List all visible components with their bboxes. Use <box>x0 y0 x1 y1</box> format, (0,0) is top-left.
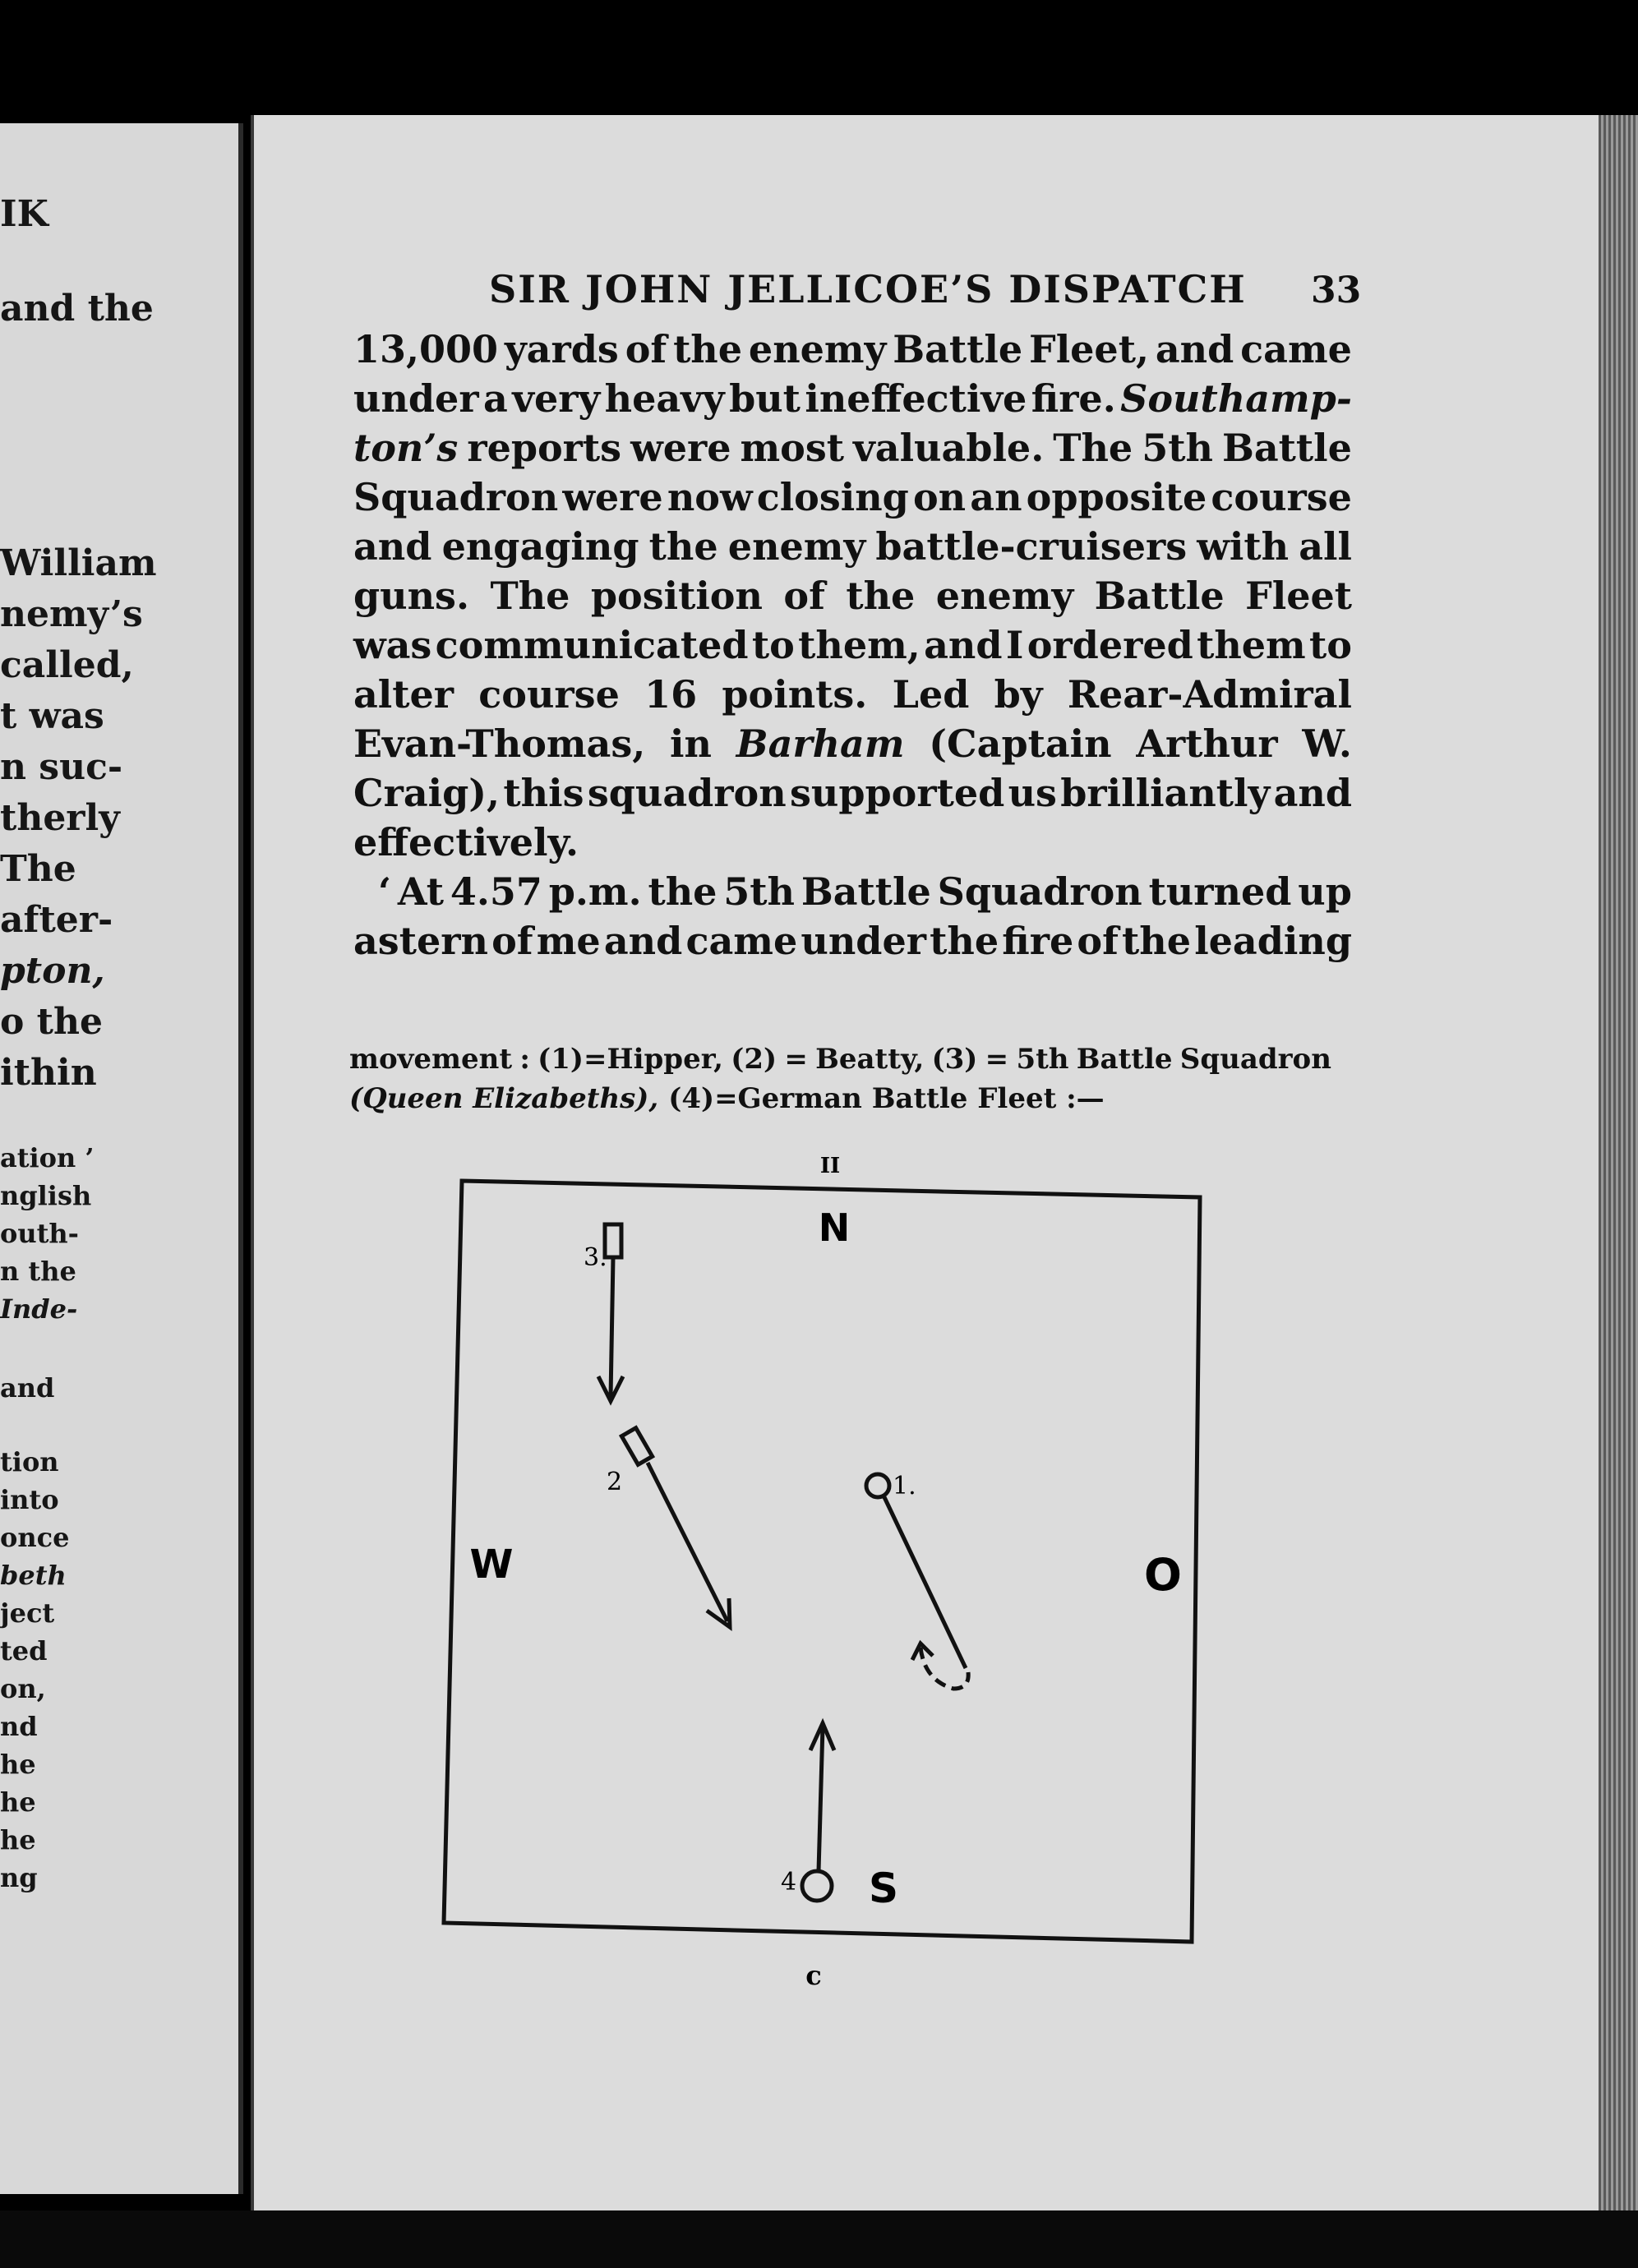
ship-3-label: 3. <box>584 1243 607 1272</box>
text-word: astern <box>353 919 488 963</box>
text-word: and <box>353 524 432 569</box>
page-edge <box>1599 115 1638 2268</box>
text-word: battle-cruisers <box>875 524 1188 569</box>
text-word: to <box>1309 623 1352 667</box>
text-word: 16 <box>644 672 698 717</box>
caption-line <box>349 1040 1331 1079</box>
text-word: of <box>1077 919 1119 963</box>
text-word: turned <box>1148 869 1292 914</box>
caption-word: (1)=Hipper, <box>538 1043 723 1076</box>
text-word: Battle <box>893 327 1023 371</box>
text-word: position <box>590 574 763 618</box>
text-word: Battle <box>1094 574 1225 618</box>
text-line <box>353 571 1352 620</box>
left-page-fragment-line: The <box>0 848 76 890</box>
caption-rest: (4)=German Battle Fleet :— <box>668 1082 1105 1115</box>
left-page-fragment-line: he <box>0 1824 36 1855</box>
caption-italic: (Queen Elizabeths), <box>349 1082 659 1115</box>
text-word: and <box>924 623 1003 667</box>
text-word: p.m. <box>548 869 642 914</box>
ship-3-fifth-squadron <box>584 1224 623 1401</box>
text-line <box>353 522 1352 571</box>
text-line <box>353 325 1352 374</box>
text-word: us <box>1008 771 1057 815</box>
text-word: and <box>1155 327 1234 371</box>
text-word: this <box>503 771 584 815</box>
text-word: fire. <box>1031 376 1116 421</box>
ship-1-label: 1. <box>893 1472 916 1500</box>
text-word: ineffective <box>805 376 1027 421</box>
left-page-fragment-line: William <box>0 542 157 584</box>
text-word: 13,000 <box>353 327 499 371</box>
battle-diagram <box>427 1146 1216 1993</box>
text-word: 5th <box>1142 426 1213 470</box>
text-word: engaging <box>441 524 639 569</box>
text-word: (Captain <box>929 721 1112 766</box>
text-line <box>353 916 1352 966</box>
text-word: effectively. <box>353 820 579 864</box>
text-word: the <box>648 524 718 569</box>
text-word: an <box>970 475 1022 519</box>
left-page-fragment-line: pton, <box>0 950 105 992</box>
text-word: the <box>648 869 717 914</box>
caption-word: movement <box>349 1043 513 1076</box>
left-page-fragment-line: beth <box>0 1560 67 1591</box>
text-word: them, <box>798 623 921 667</box>
left-page-fragment-line: tion <box>0 1446 59 1477</box>
text-line <box>353 719 1352 768</box>
left-page-fragment-line: ithin <box>0 1052 97 1094</box>
caption-word: (3) <box>931 1043 978 1076</box>
left-page-fragment-line: Inde- <box>0 1293 78 1325</box>
text-word: under <box>353 376 479 421</box>
bottom-mark: c <box>805 1960 822 1991</box>
caption-word: : <box>519 1043 530 1076</box>
left-page-fragment-line: called, <box>0 644 134 686</box>
caption-word: (2) <box>731 1043 777 1076</box>
text-word: came <box>1240 327 1352 371</box>
text-word: Craig), <box>353 771 501 815</box>
text-word: by <box>994 672 1043 717</box>
text-word: leading <box>1194 919 1352 963</box>
text-word: course <box>478 672 620 717</box>
caption-line <box>349 1079 1331 1118</box>
left-page-fragment-line: nd <box>0 1711 38 1742</box>
text-word: fire <box>1002 919 1074 963</box>
text-word: Southamp- <box>1120 376 1352 421</box>
text-word: was <box>353 623 432 667</box>
text-word: on <box>913 475 967 519</box>
text-word: closing <box>756 475 909 519</box>
text-word: under <box>801 919 926 963</box>
left-page-fragment-line: IK <box>0 193 48 235</box>
text-word: were <box>562 475 663 519</box>
caption-word: = <box>985 1043 1009 1076</box>
text-word: Squadron <box>937 869 1142 914</box>
caption-word: Squadron <box>1179 1043 1331 1076</box>
text-line <box>353 472 1352 522</box>
text-word: enemy <box>935 574 1074 618</box>
text-word: and <box>603 919 683 963</box>
text-word: of <box>491 919 533 963</box>
left-page-fragment <box>0 123 243 2194</box>
caption-word: Battle <box>1076 1043 1173 1076</box>
text-word: At <box>397 869 444 914</box>
left-page-fragment-line: ted <box>0 1635 48 1666</box>
text-word: 4.57 <box>450 869 542 914</box>
text-word: squadron <box>587 771 787 815</box>
left-page-fragment-line: and <box>0 1372 55 1404</box>
text-word: most <box>740 426 844 470</box>
text-word: yards <box>504 327 619 371</box>
caption-word: Beatty, <box>815 1043 925 1076</box>
ship-4-label: 4 <box>781 1868 797 1897</box>
text-word: Rear-Admiral <box>1067 672 1352 717</box>
text-word: alter <box>353 672 454 717</box>
left-page-fragment-line: into <box>0 1484 59 1515</box>
compass-west: W <box>469 1542 514 1588</box>
left-page-fragment-line: therly <box>0 797 120 839</box>
left-page-fragment-line: ng <box>0 1862 38 1893</box>
left-page-fragment-line: after- <box>0 899 113 941</box>
text-word: in <box>670 721 712 766</box>
text-word: Squadron <box>353 475 559 519</box>
text-word: me <box>536 919 601 963</box>
left-page-fragment-line: on, <box>0 1673 46 1704</box>
text-word: brilliantly <box>1060 771 1271 815</box>
text-word: came <box>685 919 798 963</box>
text-word: now <box>667 475 753 519</box>
text-word: a <box>483 376 508 421</box>
text-line <box>353 423 1352 472</box>
text-word: Battle <box>1221 426 1352 470</box>
text-word: course <box>1211 475 1352 519</box>
diagram-caption <box>349 1040 1331 1118</box>
ship-2-beatty <box>607 1428 730 1627</box>
text-word: enemy <box>748 327 887 371</box>
text-word: ordered <box>1027 623 1193 667</box>
text-word: W. <box>1302 721 1352 766</box>
caption-word: 5th <box>1016 1043 1069 1076</box>
left-page-fragment-line: he <box>0 1749 36 1780</box>
text-word: the <box>846 574 916 618</box>
left-page-fragment-line: ation ’ <box>0 1142 95 1173</box>
left-page-fragment-line: o the <box>0 1001 103 1043</box>
text-line <box>353 670 1352 719</box>
left-page-fragment-line: n the <box>0 1256 76 1287</box>
text-word: reports <box>467 426 622 470</box>
text-word: guns. <box>353 574 469 618</box>
text-line <box>353 867 1352 916</box>
text-word: Fleet <box>1245 574 1352 618</box>
text-word: The <box>490 574 570 618</box>
bottom-shadow <box>0 2210 1638 2268</box>
text-line <box>353 620 1352 670</box>
compass-north: N <box>818 1205 851 1250</box>
text-word: the <box>1122 919 1192 963</box>
text-word: very <box>512 376 601 421</box>
text-word: them <box>1197 623 1306 667</box>
text-word: Evan-Thomas, <box>353 721 646 766</box>
text-word: heavy <box>604 376 725 421</box>
text-word: all <box>1299 524 1352 569</box>
text-word: of <box>783 574 825 618</box>
page-number: 33 <box>1311 270 1362 311</box>
body-text <box>353 325 1352 966</box>
text-word: the <box>673 327 743 371</box>
text-word: valuable. <box>853 426 1045 470</box>
text-word: points. <box>722 672 868 717</box>
text-word: to <box>751 623 795 667</box>
text-word: Led <box>892 672 970 717</box>
text-word: I <box>1005 623 1024 667</box>
text-word: Battle <box>801 869 931 914</box>
ship-4-german-fleet <box>781 1723 834 1901</box>
caption-word: = <box>784 1043 808 1076</box>
text-word: Fleet, <box>1029 327 1149 371</box>
text-word: The <box>1053 426 1133 470</box>
compass-east: O <box>1144 1549 1182 1601</box>
text-word: opposite <box>1026 475 1207 519</box>
ship-2-label: 2 <box>607 1468 623 1496</box>
text-line <box>353 374 1352 423</box>
text-word: Barham <box>736 721 905 766</box>
battle-diagram-svg <box>427 1146 1216 1993</box>
text-word: and <box>1273 771 1352 815</box>
left-page-fragment-line: ject <box>0 1597 55 1629</box>
left-page-fragment-line: outh- <box>0 1218 79 1249</box>
text-word: enemy <box>727 524 866 569</box>
text-word: Arthur <box>1136 721 1278 766</box>
left-page-fragment-line: nglish <box>0 1180 92 1211</box>
text-word: ‘ <box>378 869 392 914</box>
text-word: up <box>1298 869 1352 914</box>
text-word: were <box>630 426 731 470</box>
text-word: with <box>1197 524 1290 569</box>
text-line <box>353 818 1352 867</box>
text-word: communicated <box>435 623 749 667</box>
text-word: the <box>930 919 999 963</box>
left-page-fragment-line: once <box>0 1522 70 1553</box>
left-page-fragment-line: n suc- <box>0 746 123 788</box>
text-word: but <box>729 376 801 421</box>
ship-1-hipper <box>866 1472 968 1689</box>
left-page-fragment-line: t was <box>0 695 104 737</box>
text-word: ton’s <box>353 426 459 470</box>
top-mark: II <box>819 1154 841 1178</box>
left-page-fragment-line: nemy’s <box>0 593 143 635</box>
left-page-fragment-line: he <box>0 1786 36 1818</box>
running-title: SIR JOHN JELLICOE’S DISPATCH <box>489 267 1247 311</box>
text-word: 5th <box>723 869 795 914</box>
text-word: of <box>625 327 667 371</box>
left-page-fragment-line: and the <box>0 288 154 330</box>
compass-south: S <box>868 1865 899 1912</box>
text-line <box>353 768 1352 818</box>
text-word: supported <box>789 771 1005 815</box>
